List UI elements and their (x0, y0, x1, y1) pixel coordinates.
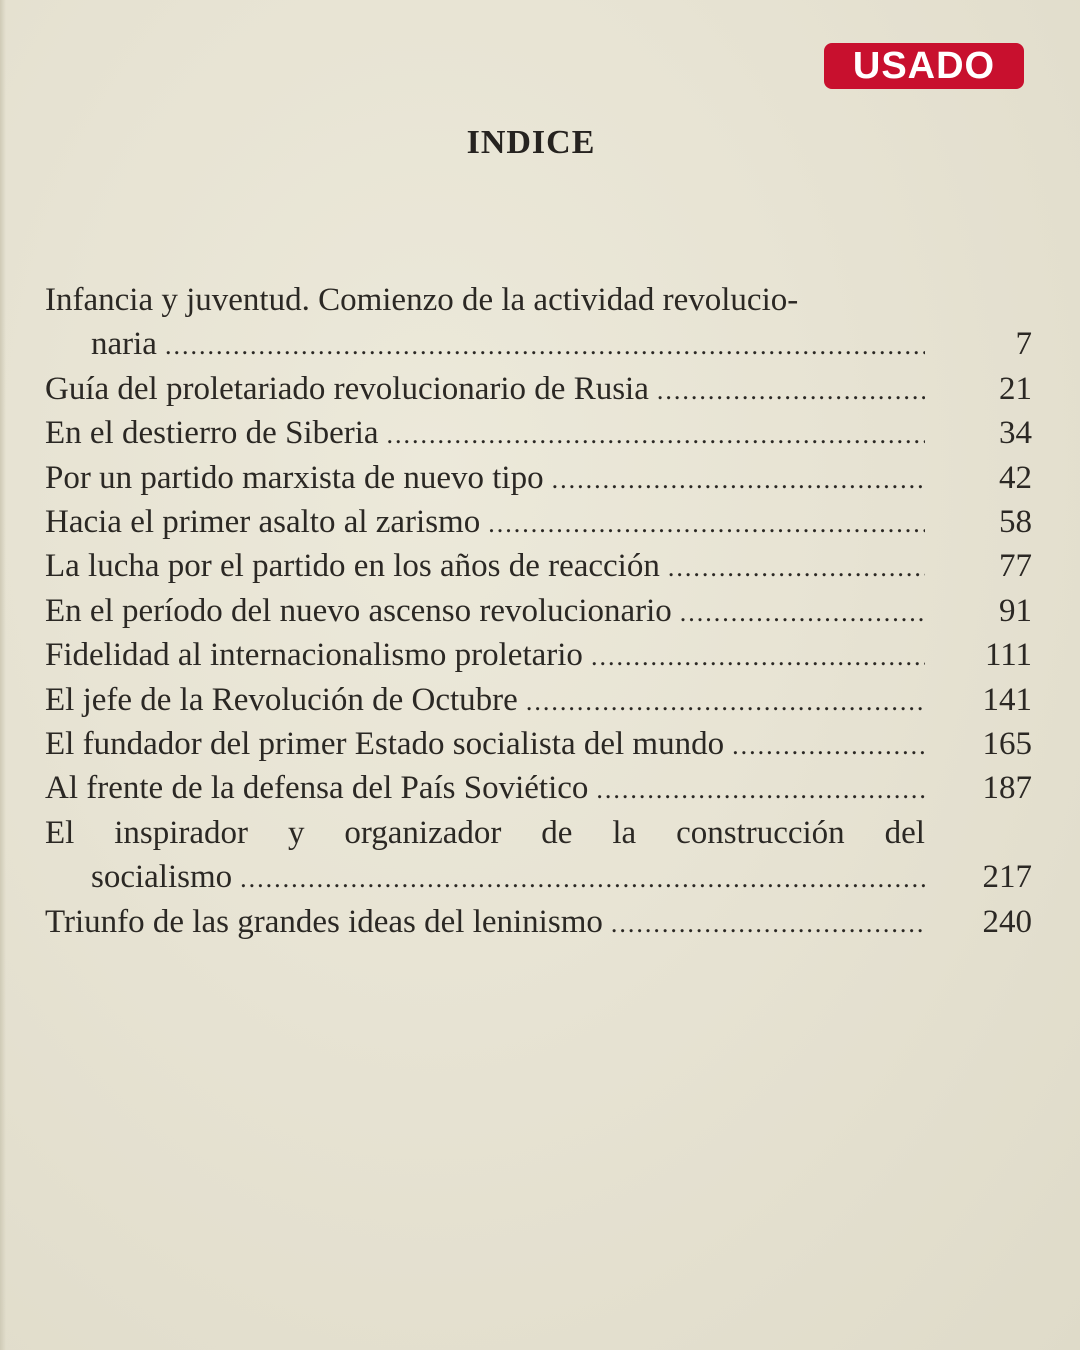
toc-entry-page: 91 (999, 592, 1032, 629)
toc-entry-title: En el período del nuevo ascenso revolucionario (45, 592, 672, 629)
dot-leader (552, 458, 925, 502)
toc-entry-line-1 (45, 278, 925, 322)
table-of-contents (45, 278, 1040, 944)
toc-entry (45, 633, 1040, 677)
dot-leader (526, 680, 925, 724)
toc-entry-line (45, 589, 925, 633)
toc-entry (45, 500, 1040, 544)
toc-entry-title: Infancia y juventud. Comienzo de la actividad revolucio- (45, 282, 799, 318)
toc-entry-title: Hacia el primer asalto al zarismo (45, 503, 481, 540)
toc-entry (45, 367, 1040, 411)
toc-entry-title-continued: socialismo (91, 859, 233, 896)
toc-entry-page: 141 (982, 681, 1032, 718)
toc-entry (45, 811, 1040, 900)
toc-entry (45, 411, 1040, 455)
toc-entry-line (45, 678, 925, 722)
toc-entry-line-2 (91, 855, 925, 899)
toc-entry-page: 77 (999, 548, 1032, 585)
dot-leader (488, 502, 925, 546)
toc-entry-word: la (612, 814, 637, 851)
toc-entry-line (45, 722, 925, 766)
toc-entry-line-2 (91, 322, 925, 366)
toc-entry (45, 589, 1040, 633)
toc-entry-line (45, 766, 925, 810)
page-edge-shadow (0, 0, 6, 1350)
toc-entry-page: 42 (999, 459, 1032, 496)
toc-entry-page: 34 (999, 415, 1032, 452)
toc-entry-line (45, 900, 925, 944)
toc-entry-word: de (541, 814, 573, 851)
dot-leader (732, 724, 925, 768)
toc-entry (45, 544, 1040, 588)
used-badge: USADO (824, 43, 1024, 89)
toc-entry-title: En el destierro de Siberia (45, 415, 379, 452)
toc-entry-word: organizador (344, 814, 502, 851)
dot-leader (165, 324, 925, 368)
toc-entry-page: 165 (982, 725, 1032, 762)
page-title: INDICE (466, 124, 596, 161)
toc-entry-word: El (45, 814, 75, 851)
toc-entry-page: 111 (984, 637, 1032, 674)
toc-entry-page: 58 (999, 503, 1032, 540)
dot-leader (611, 902, 925, 946)
toc-entry-title: El jefe de la Revolución de Octubre (45, 681, 518, 718)
toc-entry (45, 722, 1040, 766)
dot-leader (657, 369, 925, 413)
toc-entry-line (45, 367, 925, 411)
toc-entry (45, 678, 1040, 722)
toc-entry-word: y (287, 814, 305, 851)
toc-entry-line (45, 456, 925, 500)
toc-entry-line (45, 411, 925, 455)
toc-entry (45, 766, 1040, 810)
toc-entry-page: 21 (999, 370, 1032, 407)
toc-entry-line (45, 544, 925, 588)
toc-entry (45, 278, 1040, 367)
toc-entry-title: Guía del proletariado revolucionario de Rusia (45, 370, 649, 407)
toc-entry-line-1 (45, 811, 925, 855)
toc-entry-title: Fidelidad al internacionalismo proletario (45, 637, 583, 674)
toc-entry-line (45, 633, 925, 677)
toc-entry-page: 7 (1015, 326, 1032, 363)
toc-entry-title-continued: naria (91, 326, 157, 363)
toc-entry-word: del (884, 814, 925, 851)
dot-leader (596, 768, 925, 812)
toc-entry-word: construcción (676, 814, 845, 851)
toc-entry-title: La lucha por el partido en los años de reacción (45, 548, 660, 585)
dot-leader (240, 857, 925, 901)
toc-entry-title: Por un partido marxista de nuevo tipo (45, 459, 544, 496)
toc-entry-page: 217 (982, 859, 1032, 896)
toc-entry-page: 187 (982, 770, 1032, 807)
dot-leader (668, 546, 925, 590)
dot-leader (591, 635, 925, 679)
dot-leader (387, 413, 925, 457)
toc-entry-title: Al frente de la defensa del País Soviético (45, 770, 589, 807)
toc-entry (45, 456, 1040, 500)
toc-entry-title: Triunfo de las grandes ideas del leninismo (45, 903, 603, 940)
toc-entry-page: 240 (982, 903, 1032, 940)
toc-entry-line (45, 500, 925, 544)
toc-entry-word: inspirador (114, 814, 249, 851)
toc-entry-title: El fundador del primer Estado socialista del mundo (45, 725, 725, 762)
toc-entry (45, 900, 1040, 944)
dot-leader (680, 591, 925, 635)
